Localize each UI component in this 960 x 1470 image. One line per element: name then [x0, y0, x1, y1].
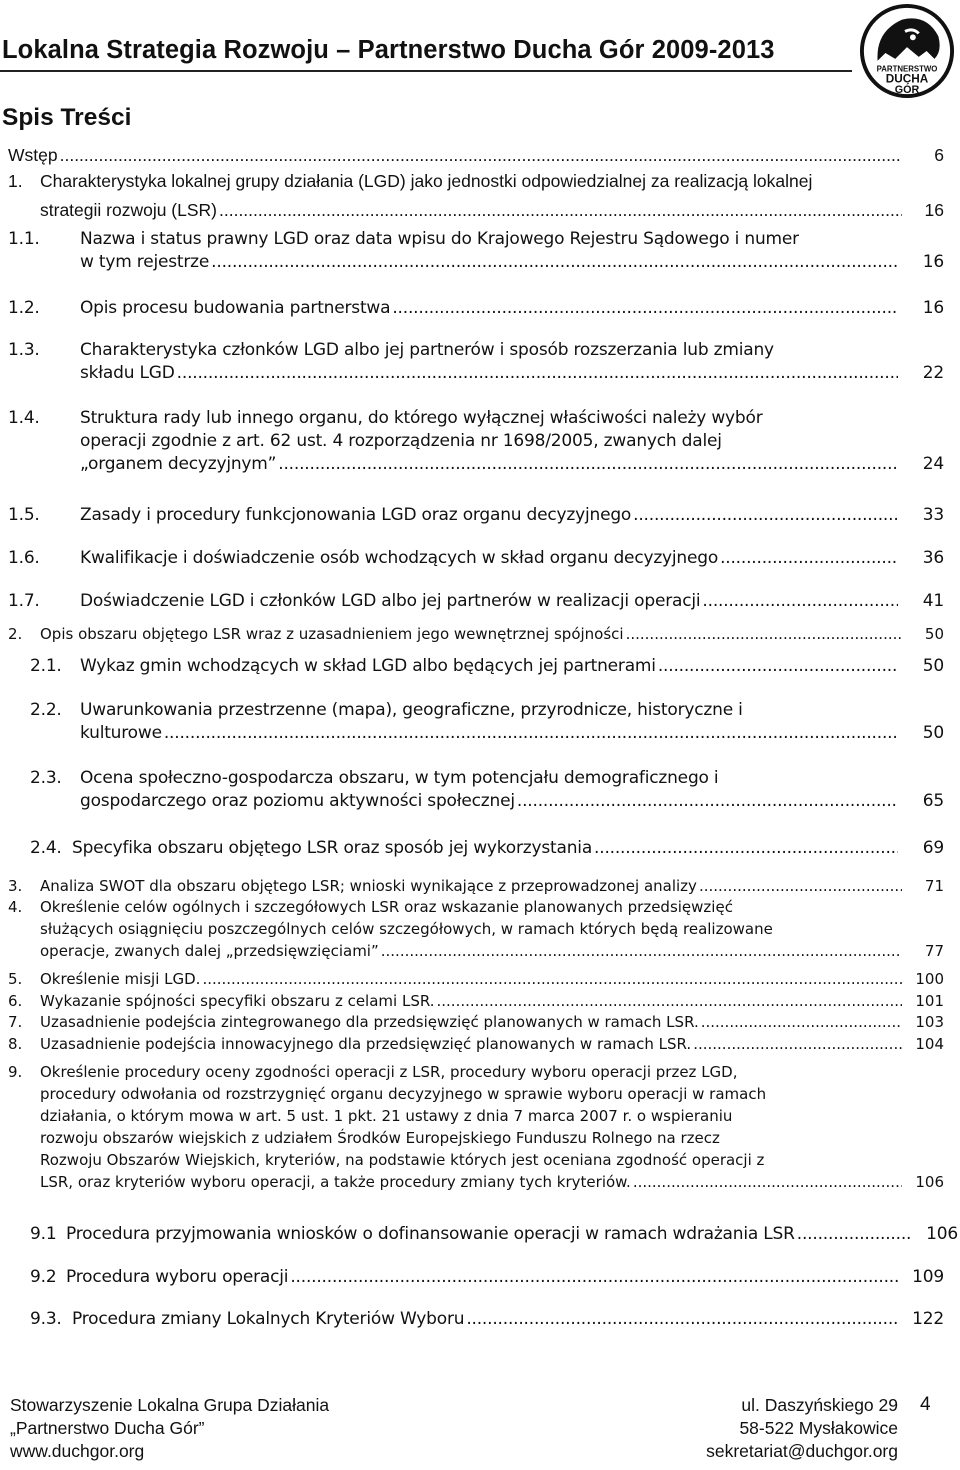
- toc-leader-dots: [626, 621, 902, 647]
- toc-entry-title: gospodarczego oraz poziomu aktywności społecznej: [80, 791, 515, 811]
- toc-entry-line[interactable]: [0, 621, 960, 647]
- logo-text-line1: PARTNERSTWO: [876, 64, 938, 74]
- toc-entry-page: 36: [922, 548, 944, 568]
- toc-entry-page: 22: [922, 363, 944, 383]
- toc-entry-page: 16: [922, 298, 944, 318]
- toc-entry-title: działania, o którym mowa w art. 5 ust. 1 pkt. 21 ustawy z dnia 7 marca 2007 r. o wspieraniu: [40, 1107, 733, 1125]
- toc-leader-dots: [392, 295, 898, 321]
- toc-entry-page: 106: [915, 1173, 944, 1191]
- toc-entry-page: 16: [924, 200, 944, 220]
- toc-entry-title: Wstęp: [8, 145, 58, 165]
- document-header-title: Lokalna Strategia Rozwoju – Partnerstwo Ducha Gór 2009-2013: [2, 36, 775, 64]
- toc-entry-number: 5.: [8, 970, 23, 988]
- partnerstwo-logo-icon: [858, 2, 956, 100]
- toc-entry-number: 9.1: [30, 1224, 57, 1244]
- toc-entry-line[interactable]: [0, 502, 960, 528]
- toc-entry-title: Zasady i procedury funkcjonowania LGD oraz organu decyzyjnego: [80, 505, 632, 525]
- toc-entry-title: Uzasadnienie podejścia innowacyjnego dla przedsięwzięć planowanych w ramach LSR.: [40, 1035, 692, 1053]
- footer-city: 58-522 Mysłakowice: [739, 1418, 898, 1438]
- toc-entry-title: Określenie procedury oceny zgodności operacji z LSR, procedury wyboru operacji przez LGD,: [40, 1063, 738, 1081]
- toc-entry-number: 9.: [8, 1063, 23, 1081]
- toc-entry-line[interactable]: [0, 249, 960, 275]
- toc-leader-dots: [219, 197, 902, 223]
- page-number: 4: [920, 1394, 931, 1415]
- toc-entry-number: 2.1.: [30, 656, 62, 676]
- toc-entry-title: Opis procesu budowania partnerstwa: [80, 298, 391, 318]
- toc-entry-page: 109: [912, 1267, 944, 1287]
- toc-entry-line[interactable]: [0, 1306, 960, 1332]
- toc-entry-page: 41: [922, 591, 944, 611]
- toc-entry-number: 9.3.: [30, 1309, 62, 1329]
- toc-entry-title: operacje, zwanych dalej „przedsięwzięciami”: [40, 942, 379, 960]
- toc-entry-number: 1.3.: [8, 340, 40, 360]
- toc-entry-title: w tym rejestrze: [80, 252, 210, 272]
- toc-entry-page: 50: [922, 656, 944, 676]
- toc-entry-title: kulturowe: [80, 723, 162, 743]
- toc-entry-line[interactable]: [0, 720, 960, 746]
- footer-org-name: Stowarzyszenie Lokalna Grupa Działania: [10, 1395, 330, 1415]
- toc-entry-title: strategii rozwoju (LSR): [40, 200, 217, 220]
- toc-entry-title: Ocena społeczno-gospodarcza obszaru, w tym potencjału demograficznego i: [80, 768, 719, 788]
- toc-entry-line[interactable]: [0, 360, 960, 386]
- toc-entry-line[interactable]: [0, 588, 960, 614]
- toc-entry-page: 103: [915, 1013, 944, 1031]
- logo-text-line2: DUCHA: [885, 72, 929, 86]
- toc-entry-line[interactable]: [0, 1031, 960, 1057]
- toc-entry-page: 50: [922, 723, 944, 743]
- footer-email[interactable]: sekretariat@duchgor.org: [706, 1441, 898, 1461]
- toc-entry-number: 2.4.: [30, 838, 62, 858]
- toc-entry-number: 1.4.: [8, 408, 40, 428]
- toc-entry-title: Określenie celów ogólnych i szczegółowych LSR oraz wskazanie planowanych przedsięwzięć: [40, 898, 733, 916]
- toc-entry-title: Nazwa i status prawny LGD oraz data wpisu do Krajowego Rejestru Sądowego i numer: [80, 229, 799, 249]
- toc-entry-title: procedury odwołania od rozstrzygnięć organu decyzyjnego w sprawie wyboru operacji w ramach: [40, 1085, 767, 1103]
- toc-entry-line[interactable]: [0, 545, 960, 571]
- toc-entry-page: 122: [912, 1309, 944, 1329]
- toc-leader-dots: [164, 720, 898, 746]
- footer-website[interactable]: www.duchgor.org: [10, 1441, 145, 1461]
- toc-entry-line[interactable]: [0, 1169, 960, 1195]
- toc-leader-dots: [381, 938, 902, 964]
- toc-leader-dots: [658, 653, 898, 679]
- toc-entry-title: LSR, oraz kryteriów wyboru operacji, a także procedury zmiany tych kryteriów.: [40, 1173, 631, 1191]
- toc-entry-page: 104: [915, 1035, 944, 1053]
- footer-address-left: [10, 1394, 329, 1463]
- toc-entry-number: 7.: [8, 1013, 23, 1031]
- toc-entry-title: „organem decyzyjnym”: [80, 454, 277, 474]
- toc-entry-number: 1.2.: [8, 298, 40, 318]
- toc-entry-page: 101: [915, 992, 944, 1010]
- toc-entry-title: Doświadczenie LGD i członków LGD albo jej partnerów w realizacji operacji: [80, 591, 701, 611]
- toc-entry-number: 6.: [8, 992, 23, 1010]
- toc-entry-line[interactable]: [0, 788, 960, 814]
- toc-entry-number: 3.: [8, 877, 23, 895]
- toc-entry-title: Opis obszaru objętego LSR wraz z uzasadnieniem jego wewnętrznej spójności: [40, 625, 624, 643]
- toc-leader-dots: [633, 502, 898, 528]
- toc-entry-title: służących osiągnięciu poszczególnych celów szczegółowych, w ramach których będą realizowane: [40, 920, 773, 938]
- toc-entry-line[interactable]: [0, 168, 960, 194]
- toc-entry-title: Procedura przyjmowania wniosków o dofinansowanie operacji w ramach wdrażania LSR: [66, 1224, 795, 1244]
- toc-title: Spis Treści: [2, 104, 132, 131]
- toc-entry-number: 2.: [8, 625, 23, 643]
- toc-leader-dots: [720, 545, 898, 571]
- toc-leader-dots: [466, 1306, 898, 1332]
- toc-entry-page: 50: [924, 625, 944, 643]
- toc-entry-page: 6: [934, 145, 944, 165]
- toc-entry-title: Struktura rady lub innego organu, do którego wyłącznej właściwości należy wybór: [80, 408, 763, 428]
- toc-entry-title: operacji zgodnie z art. 62 ust. 4 rozporządzenia nr 1698/2005, zwanych dalej: [80, 431, 722, 451]
- toc-entry-number: 4.: [8, 898, 23, 916]
- toc-leader-dots: [693, 1031, 902, 1057]
- toc-entry-page: 33: [922, 505, 944, 525]
- toc-entry-line[interactable]: [0, 142, 960, 168]
- toc-leader-dots: [290, 1264, 898, 1290]
- toc-entry-title: Charakterystyka członków LGD albo jej partnerów i sposób rozszerzania lub zmiany: [80, 340, 774, 360]
- toc-entry-title: Rozwoju Obszarów Wiejskich, kryteriów, na podstawie których jest oceniana zgodność operacji z: [40, 1151, 765, 1169]
- toc-entry-page: 24: [922, 454, 944, 474]
- toc-leader-dots: [594, 835, 898, 861]
- toc-entry-title: Charakterystyka lokalnej grupy działania (LGD) jako jednostki odpowiedzialnej za realizacją lokalnej: [40, 171, 813, 191]
- toc-entry-page: 77: [924, 942, 944, 960]
- toc-entry-line[interactable]: [0, 938, 960, 964]
- toc-entry-line[interactable]: [0, 451, 960, 477]
- toc-entry-line[interactable]: [0, 295, 960, 321]
- toc-entry-title: Analiza SWOT dla obszaru objętego LSR; wnioski wynikające z przeprowadzonej analizy: [40, 877, 697, 895]
- toc-leader-dots: [60, 142, 902, 168]
- toc-leader-dots: [633, 1169, 902, 1195]
- toc-entry-title: Wykaz gmin wchodzących w skład LGD albo będących jej partnerami: [80, 656, 656, 676]
- toc-entry-line[interactable]: [0, 835, 960, 861]
- toc-entry-title: Specyfika obszaru objętego LSR oraz sposób jej wykorzystania: [72, 838, 593, 858]
- toc-entry-page: 71: [924, 877, 944, 895]
- toc-entry-number: 8.: [8, 1035, 23, 1053]
- toc-entry-line[interactable]: [0, 653, 960, 679]
- toc-entry-line[interactable]: [0, 197, 960, 223]
- footer-address-right: [580, 1394, 898, 1463]
- toc-entry-number: 1.1.: [8, 229, 40, 249]
- toc-entry-page: 69: [922, 838, 944, 858]
- toc-leader-dots: [517, 788, 898, 814]
- toc-entry-title: Uwarunkowania przestrzenne (mapa), geograficzne, przyrodnicze, historyczne i: [80, 700, 743, 720]
- toc-entry-line[interactable]: [0, 1221, 960, 1247]
- toc-entry-title: Procedura zmiany Lokalnych Kryteriów Wyboru: [72, 1309, 465, 1329]
- toc-entry-number: 1.: [8, 171, 23, 191]
- toc-entry-page: 65: [922, 791, 944, 811]
- toc-leader-dots: [702, 588, 898, 614]
- footer-org-subname: „Partnerstwo Ducha Gór”: [10, 1418, 205, 1438]
- toc-entry-title: Wykazanie spójności specyfiki obszaru z celami LSR.: [40, 992, 435, 1010]
- toc-entry-title: Określenie misji LGD.: [40, 970, 201, 988]
- toc-leader-dots: [797, 1221, 912, 1247]
- toc-leader-dots: [211, 249, 898, 275]
- toc-entry-title: Kwalifikacje i doświadczenie osób wchodzących w skład organu decyzyjnego: [80, 548, 719, 568]
- toc-entry-title: Procedura wyboru operacji: [66, 1267, 289, 1287]
- toc-entry-title: Uzasadnienie podejścia zintegrowanego dla przedsięwzięć planowanych w ramach LSR.: [40, 1013, 699, 1031]
- toc-entry-number: 1.6.: [8, 548, 40, 568]
- toc-entry-page: 106: [926, 1224, 958, 1244]
- toc-entry-title: składu LGD: [80, 363, 175, 383]
- toc-entry-line[interactable]: [0, 1264, 960, 1290]
- logo-text-line3: GÓR: [894, 84, 920, 97]
- toc-leader-dots: [278, 451, 898, 477]
- toc-entry-title: rozwoju obszarów wiejskich z udziałem Środków Europejskiego Funduszu Rolnego na rzecz: [40, 1129, 720, 1147]
- toc-leader-dots: [177, 360, 898, 386]
- header-divider: [0, 70, 852, 72]
- toc-entry-number: 9.2: [30, 1267, 57, 1287]
- toc-entry-number: 1.7.: [8, 591, 40, 611]
- toc-entry-page: 16: [922, 252, 944, 272]
- toc-entry-number: 2.2.: [30, 700, 62, 720]
- toc-entry-number: 2.3.: [30, 768, 62, 788]
- footer-street: ul. Daszyńskiego 29: [741, 1395, 898, 1415]
- toc-entry-number: 1.5.: [8, 505, 40, 525]
- toc-entry-page: 100: [915, 970, 944, 988]
